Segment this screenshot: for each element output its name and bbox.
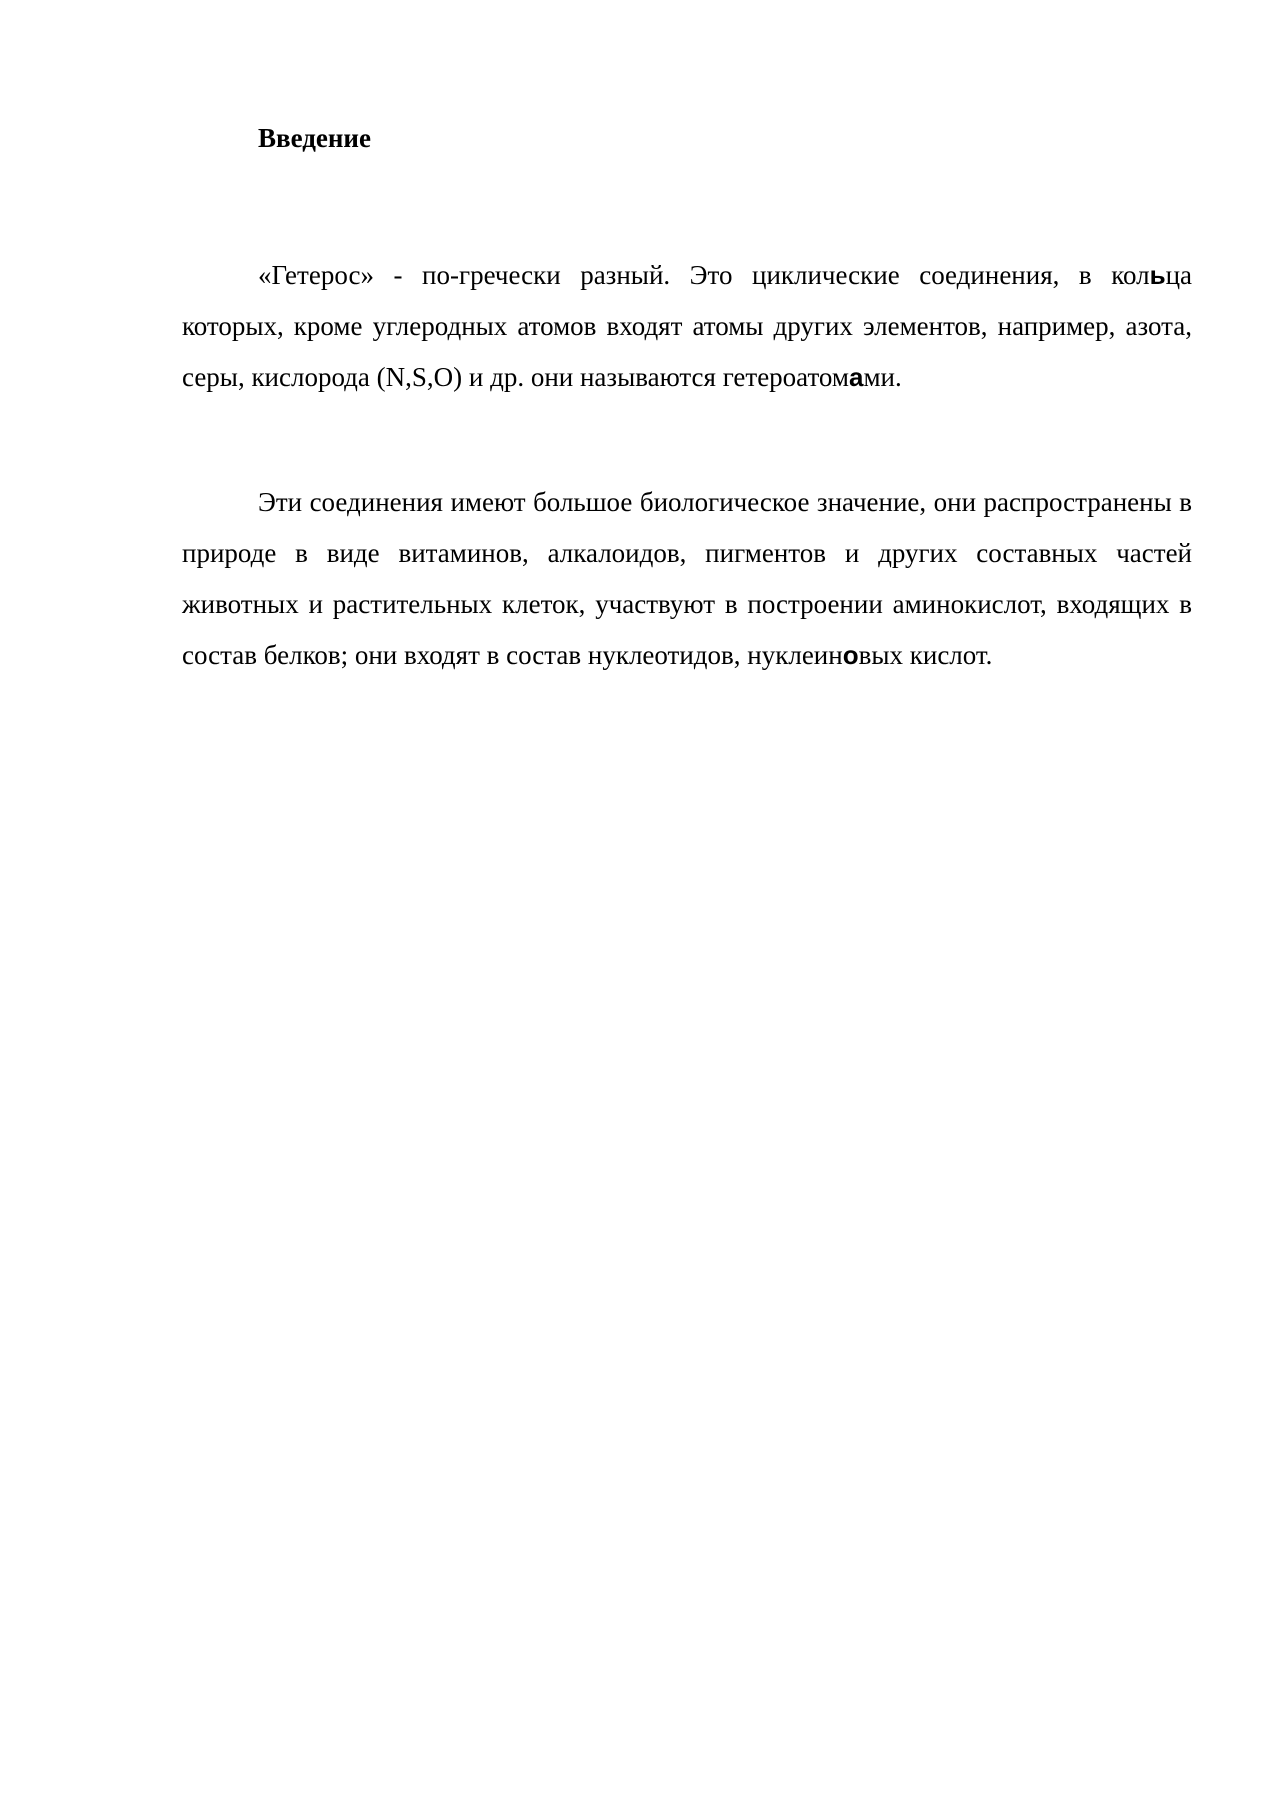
- paragraph-intro: [182, 250, 1192, 403]
- paragraph-significance: [182, 477, 1192, 681]
- paragraph-intro-text-3: ми.: [863, 362, 902, 392]
- paragraph-significance-text-2: вых кислот.: [858, 640, 993, 670]
- page-title: Введение: [258, 123, 371, 153]
- paragraph-intro-odd-letter-1: ь: [1149, 260, 1166, 290]
- paragraph-significance-odd-letter: о: [842, 640, 859, 670]
- paragraph-intro-odd-letter-2: а: [848, 362, 864, 392]
- paragraph-intro-text-2: ца которых, кроме углеродных атомов входят атомы других элементов, например, азота, серы, кислорода (N,S,O) и др. они называются гетероатом: [182, 260, 1192, 392]
- paragraph-significance-text-1: Эти соединения имеют большое биологическое значение, они распространены в природе в виде витаминов, алкалоидов, пигментов и других составных частей животных и растительных клеток, участвуют в построении аминокислот, входящих в состав белков; они входят в состав нуклеотидов, нуклеин: [182, 487, 1192, 670]
- paragraph-intro-text-1: «Гетерос» - по-гречески разный. Это циклические соединения, в кол: [258, 260, 1150, 290]
